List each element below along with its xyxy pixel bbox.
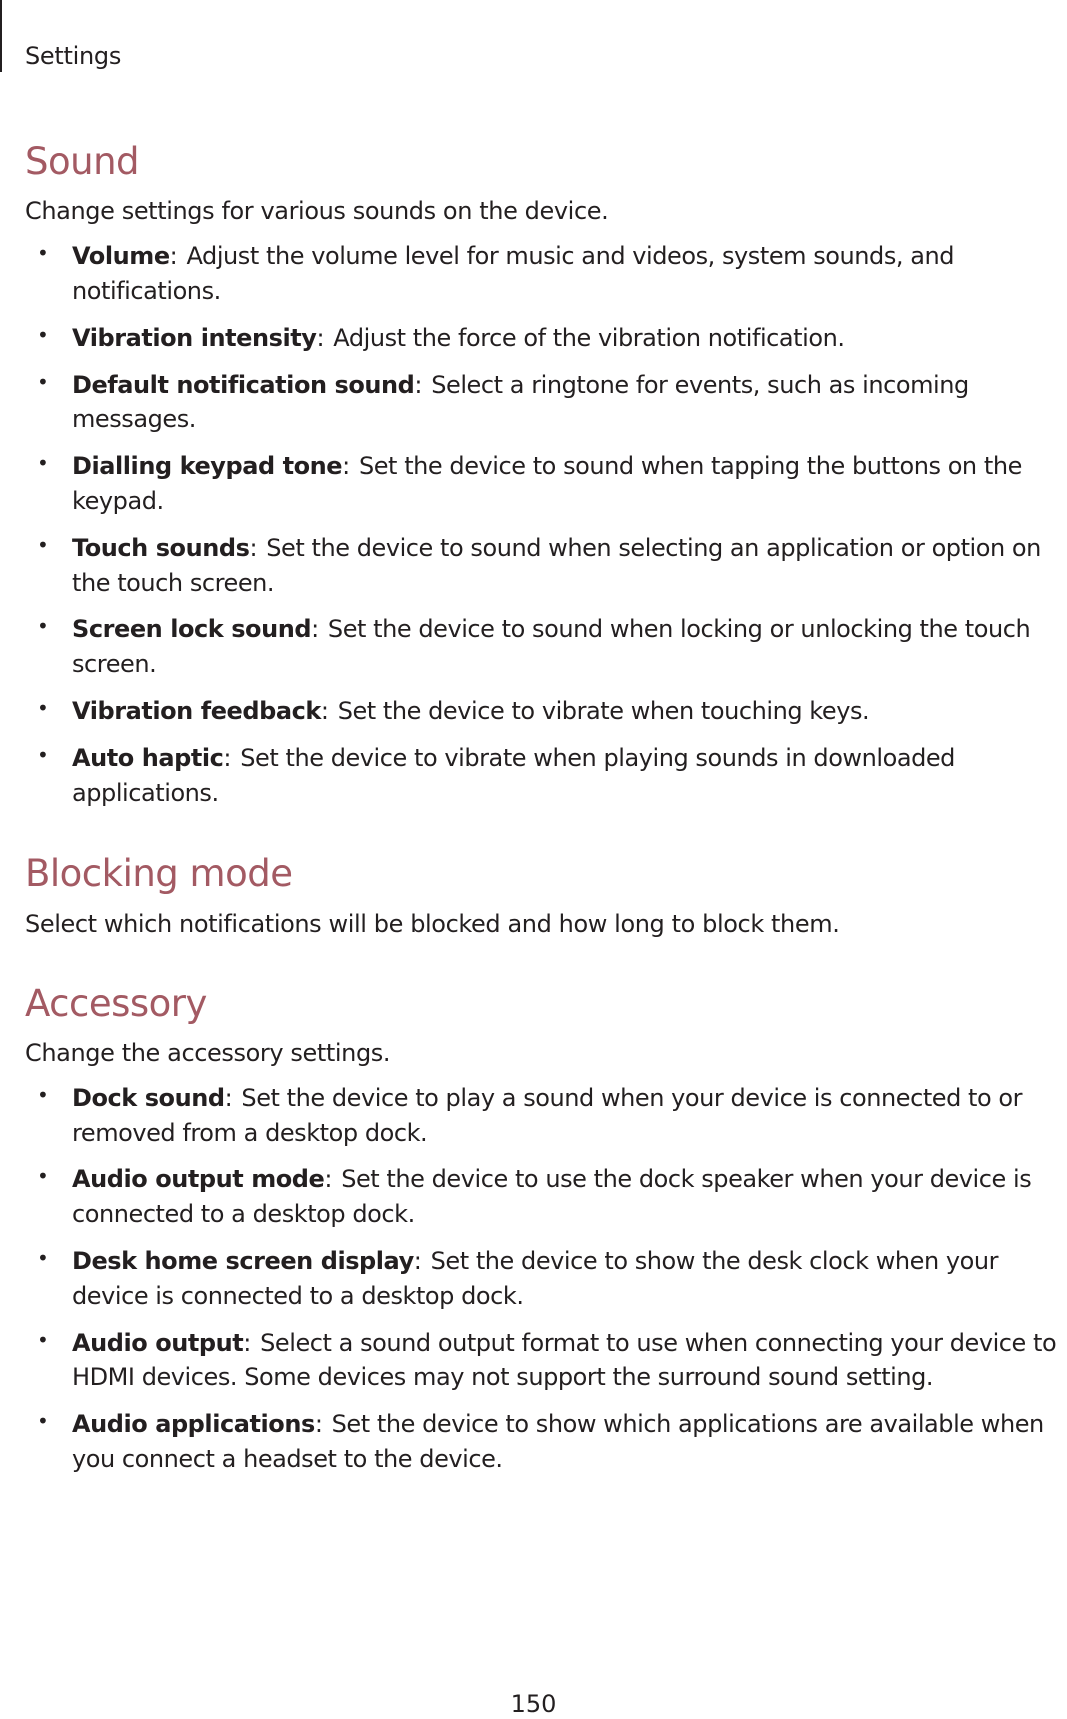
- setting-description: Set the device to show the desk clock when your device is connected to a desktop dock.: [72, 1246, 999, 1310]
- section-title-blocking-mode: Blocking mode: [25, 852, 293, 896]
- bullet-icon: •: [37, 1164, 49, 1189]
- bullet-icon: •: [37, 614, 49, 639]
- separator: :: [316, 323, 325, 352]
- setting-term: Audio output: [72, 1328, 244, 1357]
- header-rule: [0, 0, 2, 72]
- bullet-icon: •: [37, 451, 49, 476]
- separator: :: [413, 1246, 422, 1275]
- setting-term: Dock sound: [72, 1083, 225, 1112]
- running-header: Settings: [25, 42, 122, 70]
- setting-term: Audio output mode: [72, 1165, 325, 1194]
- setting-term: Touch sounds: [72, 533, 250, 562]
- setting-description: Set the device to play a sound when your device is connected to or removed from a desktop dock.: [72, 1083, 1023, 1147]
- setting-term: Desk home screen display: [72, 1246, 414, 1275]
- setting-description: Set the device to sound when tapping the buttons on the keypad.: [72, 452, 1022, 515]
- setting-description: Set the device to sound when locking or unlocking the touch screen.: [72, 615, 1031, 679]
- separator: :: [224, 1083, 233, 1112]
- setting-term: Volume: [72, 242, 170, 271]
- setting-term: Auto haptic: [72, 743, 224, 772]
- list-item: [25, 1326, 1057, 1396]
- bullet-icon: •: [37, 1082, 49, 1107]
- bullet-icon: •: [37, 241, 49, 266]
- setting-description: Select a sound output format to use when connecting your device to HDMI devices. Some devices may not support the surround sound setting.: [72, 1328, 1057, 1392]
- separator: :: [169, 242, 178, 271]
- separator: :: [414, 370, 423, 399]
- section-blocking-mode: [25, 852, 1057, 941]
- section-accessory: [25, 982, 1057, 1477]
- list-item: [25, 1162, 1057, 1232]
- bullet-icon: •: [37, 695, 49, 720]
- setting-term: Default notification sound: [72, 370, 415, 399]
- separator: :: [314, 1410, 323, 1439]
- list-item: [25, 449, 1057, 519]
- setting-term: Vibration intensity: [72, 323, 317, 352]
- separator: :: [324, 1165, 332, 1194]
- list-item: [25, 694, 1057, 729]
- list-item: [25, 741, 1057, 811]
- setting-description: Set the device to show which applications are available when you connect a headset to the device.: [72, 1410, 1044, 1473]
- sound-settings-list: [25, 239, 1057, 810]
- setting-description: Adjust the force of the vibration notification.: [333, 323, 845, 352]
- separator: :: [249, 533, 258, 562]
- bullet-icon: •: [37, 1409, 49, 1434]
- list-item: [25, 1407, 1057, 1477]
- setting-description: Set the device to use the dock speaker when your device is connected to a desktop dock.: [72, 1165, 1032, 1229]
- section-description-blocking-mode: Select which notifications will be blocked and how long to block them.: [25, 909, 840, 938]
- section-sound: [25, 140, 1057, 810]
- bullet-icon: •: [37, 369, 49, 394]
- separator: :: [243, 1328, 251, 1357]
- page-number: 150: [510, 1690, 557, 1718]
- setting-term: Dialling keypad tone: [72, 452, 343, 481]
- bullet-icon: •: [37, 742, 49, 767]
- separator: :: [223, 743, 232, 772]
- list-item: [25, 612, 1057, 682]
- setting-description: Set the device to sound when selecting an application or option on the touch screen.: [72, 533, 1041, 597]
- page-content: [25, 140, 1057, 1489]
- bullet-icon: •: [37, 1245, 49, 1270]
- accessory-settings-list: [25, 1081, 1057, 1477]
- section-description-accessory: Change the accessory settings.: [25, 1038, 391, 1067]
- setting-description: Select a ringtone for events, such as incoming messages.: [72, 370, 969, 434]
- bullet-icon: •: [37, 532, 49, 557]
- section-description-sound: Change settings for various sounds on the device.: [25, 197, 609, 226]
- setting-description: Set the device to vibrate when touching keys.: [337, 696, 870, 725]
- separator: :: [320, 696, 329, 725]
- list-item: [25, 1081, 1057, 1151]
- setting-description: Set the device to vibrate when playing sounds in downloaded applications.: [72, 743, 955, 807]
- list-item: [25, 531, 1057, 601]
- setting-description: Adjust the volume level for music and videos, system sounds, and notifications.: [72, 242, 955, 305]
- list-item: [25, 321, 1057, 356]
- setting-term: Screen lock sound: [72, 615, 312, 644]
- list-item: [25, 239, 1057, 309]
- setting-term: Audio applications: [72, 1410, 315, 1439]
- section-title-sound: Sound: [25, 140, 140, 183]
- separator: :: [311, 615, 319, 644]
- section-title-accessory: Accessory: [25, 981, 207, 1025]
- list-item: [25, 368, 1057, 438]
- bullet-icon: •: [37, 322, 49, 347]
- bullet-icon: •: [37, 1327, 49, 1352]
- list-item: [25, 1244, 1057, 1314]
- setting-term: Vibration feedback: [72, 696, 321, 725]
- separator: :: [342, 452, 350, 481]
